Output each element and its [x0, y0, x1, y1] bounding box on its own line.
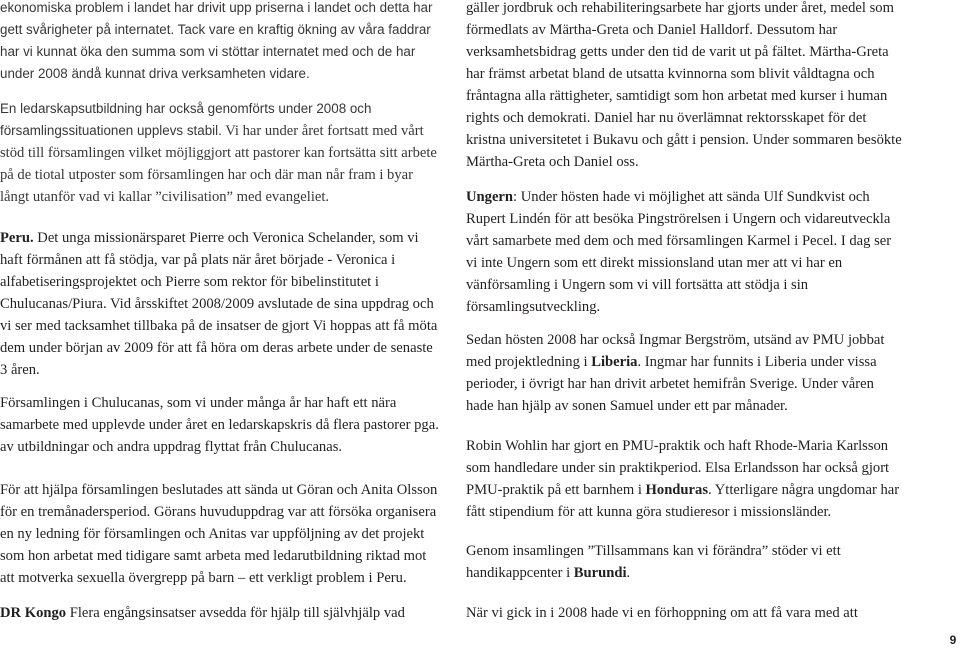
heading-burundi: Burundi	[573, 565, 627, 581]
paragraph-kongo-continued: gäller jordbruk och rehabiliteringsarbete har gjorts under året, medel som förmedlats av Märtha-Greta och Daniel Halldorf. Dessutom har verksamhetsbidrag getts under den tid de varit ut på fältet. Märtha-Greta har främst arbetat bland de utsatta kvinnorna som blivit våldtagna och fråntagna alla rättigheter, samtidigt som hon arbetat med kurser i human rights och demokrati. Daniel har nu överlämnat rektorsskapet för det kristna universitetet i Bukavu och gått i pension. Under sommaren besökte Märtha-Greta och Daniel oss.	[466, 0, 902, 170]
paragraph-liberia	[466, 329, 904, 417]
heading-ungern: Ungern	[466, 189, 514, 205]
paragraph-chulucanas: Församlingen i Chulucanas, som vi under många år har haft ett nära samarbete med upplevde under året en ledarskapskris då flera pastorer pga. av utbildningar och andra uppdrag flyttat från Chulucanas.	[0, 395, 439, 455]
paragraph-ungern	[466, 186, 904, 318]
paragraph-honduras	[466, 435, 904, 523]
paragraph-honduras-text-b: . Ytterligare några ungdomar har fått stipendium för att kunna göra studieresor i missionsländer.	[466, 482, 900, 520]
heading-dr-kongo: DR Kongo	[0, 605, 67, 621]
paragraph-liberia-text-a: Sedan hösten 2008 har också Ingmar Bergström, utsänd av PMU jobbat med projektledning i	[466, 332, 885, 370]
paragraph-leadership	[0, 98, 441, 208]
paragraph-peru	[0, 227, 441, 381]
paragraph-burundi	[466, 540, 904, 584]
paragraph-2008-hope: När vi gick in i 2008 hade vi en förhoppning om att få vara med att	[466, 605, 858, 621]
heading-honduras: Honduras	[645, 482, 708, 498]
paragraph-liberia-text-b: . Ingmar har funnits i Liberia under vissa perioder, i övrigt har han drivit arbetet hemifrån Sverige. Under våren hade han hjälp av sonen Samuel under ett par månader.	[466, 354, 877, 414]
heading-peru: Peru.	[0, 230, 34, 246]
paragraph-burundi-text-b: .	[626, 565, 631, 581]
paragraph-dr-kongo	[0, 602, 441, 624]
paragraph-burundi-text-a: Genom insamlingen ”Tillsammans kan vi förändra” stöder vi ett handikappcenter i	[466, 543, 841, 581]
paragraph-intro-left: ekonomiska problem i landet har drivit upp priserna i landet och detta har gett svårigheter på internatet. Tack vare en kraftig ökning av våra faddrar har vi kunnat öka den summa som vi stöttar internatet med och de har under 2008 ändå kunnat driva verksamheten vidare.	[0, 0, 433, 81]
paragraph-support: Vi har under året fortsatt med vårt stöd till församlingen vilket möjliggjort att pastorer kan fortsätta sitt arbete på de tiotal utposter som församlingen har och där man når fram i byar långt utanför vad vi kallar ”civilisation” med evangeliet.	[0, 123, 437, 205]
page-number: 9	[949, 633, 957, 647]
paragraph-ungern-text: : Under hösten hade vi möjlighet att sända Ulf Sundkvist och Rupert Lindén för att besöka Pingströrelsen i Ungern och vidareutveckla vårt samarbete med dem och med församlingen Karmel i Pecel. I dag ser vi inte Ungern som ett direkt missionsland utan mer att vi har en vänförsamling i Ungern som vi vill fortsätta att stödja i sin församlingsutveckling.	[466, 189, 892, 315]
paragraph-olsson: För att hjälpa församlingen beslutades att sända ut Göran och Anita Olsson för en tremånadersperiod. Görans huvuduppdrag var att försöka organisera en ny ledning för församlingen och Anitas var uppföljning av det projekt som hon arbetat med tidigare samt arbeta med ledarutbildning riktad mot att motverka sexuella övergrepp på barn – ett verkligt problem i Peru.	[0, 482, 438, 586]
paragraph-honduras-text-a: Robin Wohlin har gjort en PMU-praktik och haft Rhode-Maria Karlsson som handledare under sin praktikperiod. Elsa Erlandsson har också gjort PMU-praktik på ett barnhem i	[466, 438, 890, 498]
paragraph-peru-text: Det unga missionärsparet Pierre och Veronica Schelander, som vi haft förmånen att få stödja, var på plats när året började - Veronica i alfabetiseringsprojektet och Pierre som rektor för bibelinstitutet i Chulucanas/Piura. Vid årsskiftet 2008/2009 avslutade de sina uppdrag och vi ser med tacksamhet tillbaka på de insatser de gjort Vi hoppas att få möta dem under början av 2009 för att få höra om deras arbete under de senaste 3 åren.	[0, 230, 438, 378]
heading-liberia: Liberia	[591, 354, 638, 370]
paragraph-dr-kongo-text: Flera engångsinsatser avsedda för hjälp till självhjälp vad	[66, 605, 405, 621]
paragraph-leadership-sans: En ledarskapsutbildning har också genomförts under 2008 och församlingssituationen upplevs stabil.	[0, 101, 372, 138]
